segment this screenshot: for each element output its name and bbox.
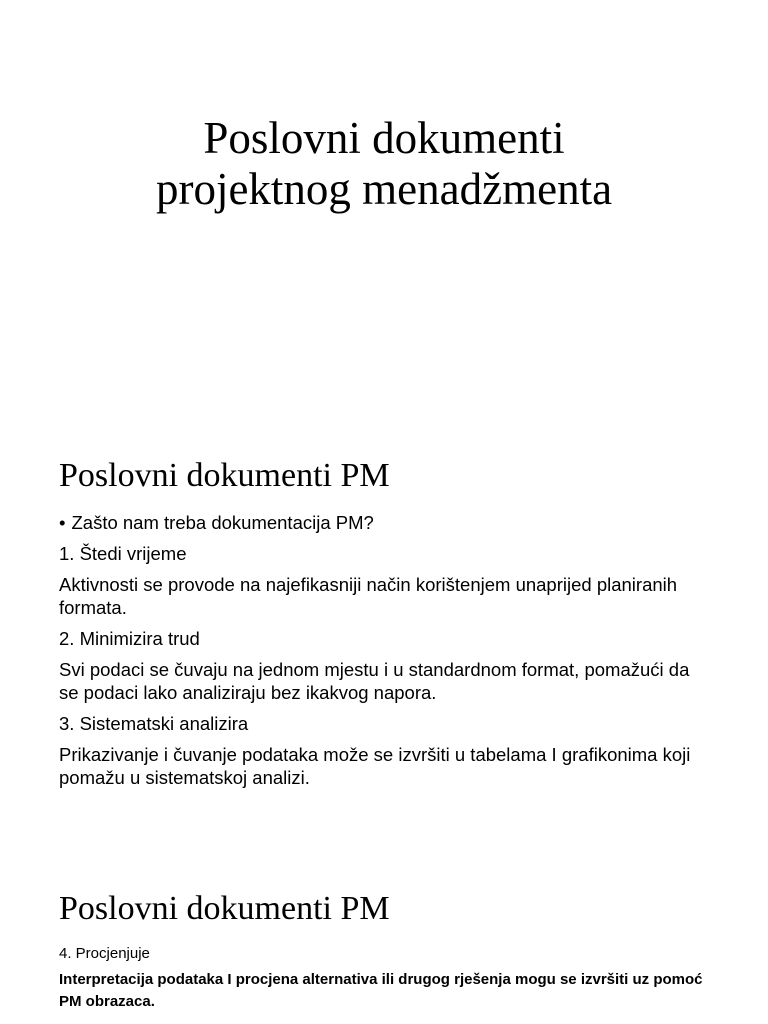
point-heading-1: 1. Štedi vrijeme bbox=[59, 543, 187, 564]
point-text-3: Prikazivanje i čuvanje podataka može se izvršiti u tabelama I grafikonima koji pomažu u sistematskoj analizi. bbox=[59, 744, 691, 788]
document-title bbox=[0, 113, 768, 215]
slide-heading: Poslovni dokumenti PM bbox=[59, 890, 390, 927]
point-heading-4: 4. Procjenjuje bbox=[59, 945, 150, 962]
slide-body bbox=[59, 943, 709, 1017]
slide-pm-documents-1 bbox=[0, 432, 768, 864]
point-text-1: Aktivnosti se provode na najefikasniji način korištenjem unaprijed planiranih formata. bbox=[59, 574, 678, 618]
slide-heading: Poslovni dokumenti PM bbox=[59, 457, 390, 494]
slide-title bbox=[0, 0, 768, 432]
point-heading-2: 2. Minimizira trud bbox=[59, 628, 200, 649]
title-line-1: Poslovni dokumenti bbox=[203, 113, 565, 163]
point-heading-3: 3. Sistematski analizira bbox=[59, 713, 249, 734]
slide-body bbox=[59, 511, 709, 797]
point-text-2: Svi podaci se čuvaju na jednom mjestu i u standardnom format, pomažući da se podaci lako analiziraju bez ikakvog napora. bbox=[59, 659, 690, 703]
title-line-2: projektnog menadžmenta bbox=[155, 164, 613, 214]
bullet-question: • Zašto nam treba dokumentacija PM? bbox=[59, 511, 709, 534]
point-text-4: Interpretacija podataka I procjena alternativa ili drugog rješenja mogu se izvršiti uz pomoć PM obrazaca. bbox=[59, 971, 703, 1010]
slide-pm-documents-2 bbox=[0, 864, 768, 1024]
